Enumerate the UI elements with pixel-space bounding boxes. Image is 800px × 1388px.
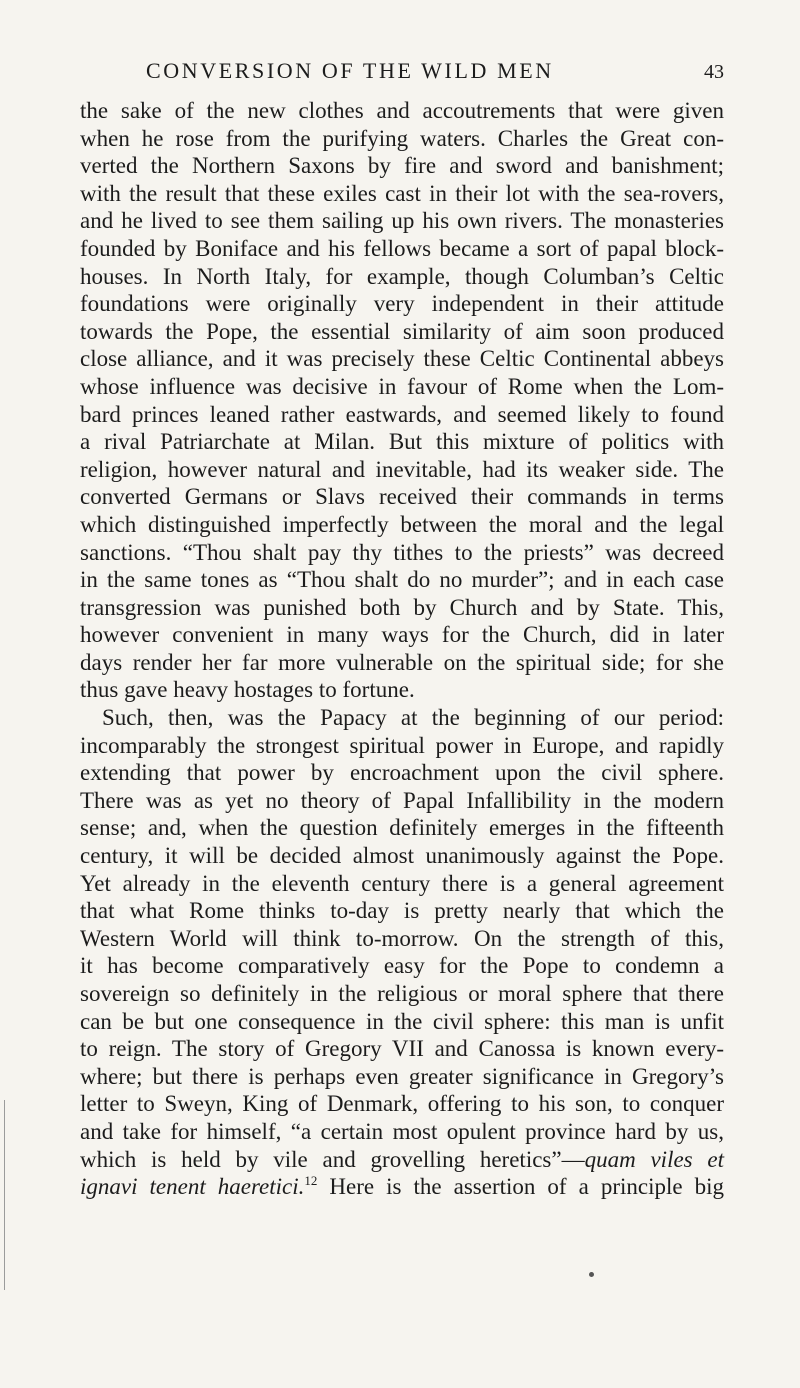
text-line-with-latin xyxy=(80,1146,724,1174)
page-edge-shadow xyxy=(4,1100,5,1290)
text-line: sense; and, when the question definitely emerges in the fifteenth xyxy=(80,815,724,841)
footnote-marker[interactable]: 12 xyxy=(304,1173,318,1189)
running-head xyxy=(80,58,724,88)
text-line: foundations were originally very independent in their attitude xyxy=(80,291,724,317)
text-line: and take for himself, “a certain most opulent province hard by us, xyxy=(80,1118,724,1144)
text-line: letter to Sweyn, King of Denmark, offering to his son, to conquer xyxy=(80,1091,724,1117)
text-line: close alliance, and it was precisely these Celtic Continental abbeys xyxy=(80,346,724,372)
ink-speck xyxy=(589,1272,594,1277)
text-line: the sake of the new clothes and accoutrements that were given xyxy=(80,98,724,123)
text-segment: Here is the assertion of a principle big xyxy=(317,1174,724,1200)
text-line: it has become comparatively easy for the Pope to condemn a xyxy=(80,953,724,979)
text-segment: which is held by vile and grovelling heretics”— xyxy=(80,1146,585,1172)
text-line: with the result that these exiles cast in their lot with the sea-rovers, xyxy=(80,180,724,206)
text-line: founded by Boniface and his fellows became a sort of papal block- xyxy=(80,235,724,261)
running-title: CONVERSION OF THE WILD MEN xyxy=(146,58,554,83)
text-line: Western World will think to-morrow. On the strength of this, xyxy=(80,925,724,951)
text-line: to reign. The story of Gregory VII and Canossa is known every- xyxy=(80,1036,724,1062)
text-line: which distinguished imperfectly between the moral and the legal xyxy=(80,511,724,537)
text-line: religion, however natural and inevitable, had its weaker side. The xyxy=(80,456,724,482)
paragraph-start-line: Such, then, was the Papacy at the beginning of our period: xyxy=(102,705,724,731)
body-text xyxy=(80,97,724,1201)
text-line: however convenient in many ways for the Church, did in later xyxy=(80,622,724,648)
text-line: extending that power by encroachment upon the civil sphere. xyxy=(80,760,724,786)
text-line: days render her far more vulnerable on the spiritual side; for she xyxy=(80,649,724,675)
latin-quote: quam viles et xyxy=(584,1146,724,1172)
text-line: Yet already in the eleventh century there is a general agreement xyxy=(80,870,724,896)
text-line: sovereign so definitely in the religious or moral sphere that there xyxy=(80,981,724,1006)
paragraph-end-line: thus gave heavy hostages to fortune. xyxy=(80,677,415,703)
text-line: and he lived to see them sailing up his own rivers. The monasteries xyxy=(80,208,724,234)
text-line: whose influence was decisive in favour of Rome when the Lom- xyxy=(80,373,724,399)
text-line: sanctions. “Thou shalt pay thy tithes to the priests” was decreed xyxy=(80,539,724,565)
page-number: 43 xyxy=(704,61,724,83)
text-line: towards the Pope, the essential similarity of aim soon produced xyxy=(80,318,724,344)
text-line: in the same tones as “Thou shalt do no murder”; and in each case xyxy=(80,567,724,593)
text-line: bard princes leaned rather eastwards, and seemed likely to found xyxy=(80,401,724,427)
text-line: where; but there is perhaps even greater significance in Gregory’s xyxy=(80,1063,724,1089)
text-line: transgression was punished both by Church and by State. This, xyxy=(80,594,724,620)
text-line: There was as yet no theory of Papal Infallibility in the modern xyxy=(80,787,724,813)
text-line-with-footnote xyxy=(80,1173,724,1201)
text-line: verted the Northern Saxons by fire and sword and banishment; xyxy=(80,153,724,179)
text-line: a rival Patriarchate at Milan. But this mixture of politics with xyxy=(80,429,724,455)
text-line: that what Rome thinks to-day is pretty nearly that which the xyxy=(80,898,724,924)
text-line: houses. In North Italy, for example, though Columban’s Celtic xyxy=(80,263,724,289)
text-line: incomparably the strongest spiritual power in Europe, and rapidly xyxy=(80,732,724,758)
text-line: century, it will be decided almost unanimously against the Pope. xyxy=(80,843,724,869)
text-line: converted Germans or Slavs received their commands in terms xyxy=(80,484,724,510)
latin-quote-end: ignavi tenent haeretici. xyxy=(80,1174,305,1200)
text-line: when he rose from the purifying waters. Charles the Great con- xyxy=(80,125,724,151)
text-line: can be but one consequence in the civil sphere: this man is unfit xyxy=(80,1008,724,1034)
